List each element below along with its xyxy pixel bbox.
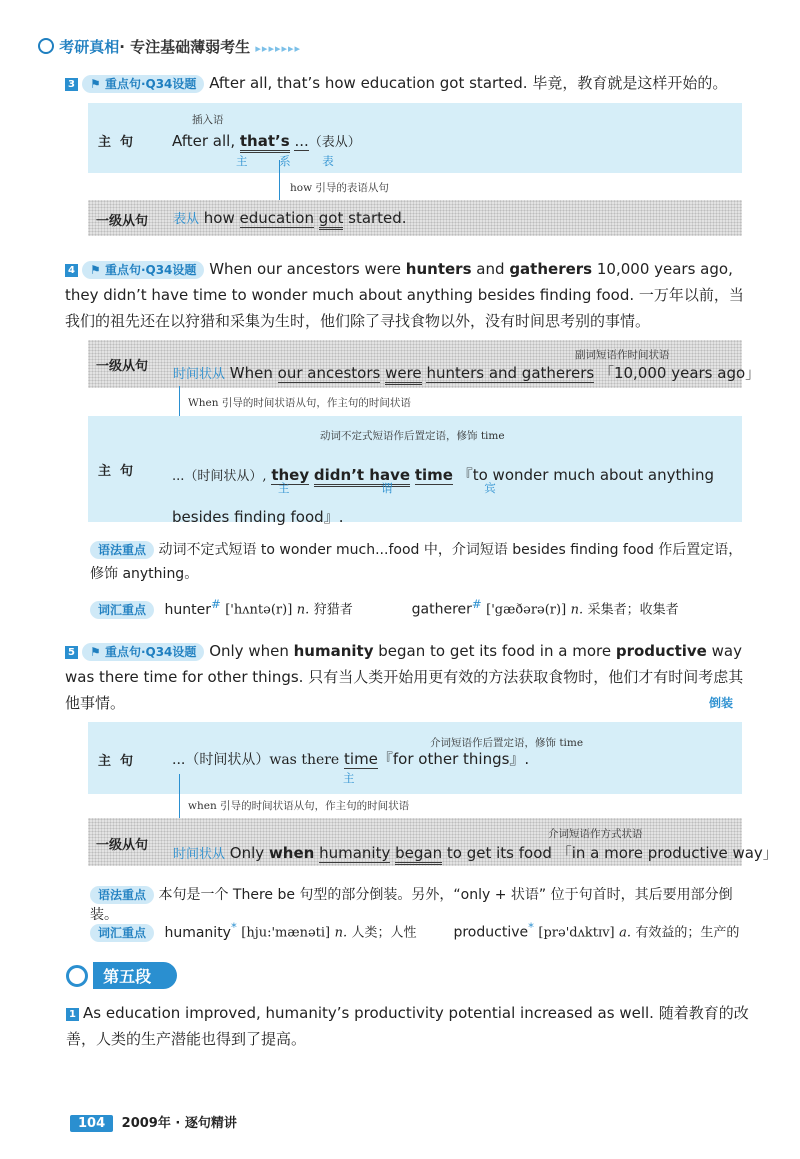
- sentence-translation: 只有当人类开始用更有效的方法获取食物时，他们才有时间考虑其他事情。: [65, 668, 744, 712]
- vocab-note: 词汇重点 humanity* [hju:'mænəti] n. 人类；人性 productive* [prə'dʌktɪv] a. 有效益的；生产的: [90, 920, 760, 942]
- key-sentence-tag: ⚑ 重点句·Q34设题: [82, 643, 204, 661]
- vocab-word: hunter: [164, 601, 211, 618]
- page-header: [38, 36, 301, 58]
- book-title: 2009年 · 逐句精讲: [121, 1116, 237, 1131]
- page-footer: [70, 1112, 237, 1132]
- sub-clause-text: 时间状从 Only when humanity began to get its food 「in a more productive way」: [173, 842, 778, 863]
- link-arrow: [279, 160, 280, 200]
- vocab-tag: 词汇重点: [90, 924, 154, 942]
- sentence-5: 5 ⚑ 重点句·Q34设题 Only when humanity began to get its food in a more productive way was there time for other things. 只有当人类开始用更有效的方法获取食物时，他们才有时间考虑其他事情。: [65, 642, 744, 712]
- link-arrow: [179, 774, 180, 818]
- flag-icon: ⚑: [90, 263, 105, 277]
- key-sentence-tag: ⚑ 重点句·Q34设题: [82, 261, 204, 279]
- grammar-text: 本句是一个 There be 句型的部分倒装。另外，“only + 状语” 位于句首时，其后要用部分倒装。: [90, 887, 733, 923]
- manner-note: 介词短语作方式状语: [548, 828, 643, 840]
- inversion-note: 倒装: [709, 696, 734, 710]
- sentence-text: After all, that’s how education got started.: [209, 74, 528, 92]
- flag-icon: ⚑: [90, 645, 105, 659]
- infinitive-note: 动词不定式短语作后置定语，修饰 time: [320, 430, 505, 442]
- parenthesis-note: 插入语: [192, 114, 224, 126]
- sentence-translation: 随着教育的改善，人类的生产潜能也得到了提高。: [66, 1004, 749, 1048]
- clause-roles: 主 谓 宾: [278, 481, 540, 495]
- sentence-number: 3: [65, 78, 78, 91]
- header-subtitle: · 专注基础薄弱考生: [119, 38, 251, 56]
- vocab-word: productive: [453, 924, 529, 941]
- sub-clause-text: 时间状从 When our ancestors were hunters and gatherers 「10,000 years ago」: [173, 362, 760, 383]
- grammar-text: 动词不定式短语 to wonder much...food 中，介词短语 besides finding food 作后置定语，修饰 anything。: [90, 542, 743, 582]
- grammar-note: [90, 884, 760, 924]
- subject-role: 主: [343, 771, 369, 785]
- header-arrows: ▸▸▸▸▸▸▸: [255, 42, 302, 55]
- when-clause-note: When 引导的时间状语从句，作主句的时间状语: [188, 397, 411, 409]
- main-clause-text: After all, that’s ...（表从）: [172, 131, 361, 150]
- sentence-4: 4 ⚑ 重点句·Q34设题 When our ancestors were hunters and gatherers 10,000 years ago, they didn’t have time to wonder much about anything besides finding food. 一万年以前，当我们的祖先还在以狩猎和采集为生时，他们除了寻找食物以外，没有时间思考别的事情。: [65, 260, 744, 330]
- clause-roles: 主 系 表: [236, 154, 348, 168]
- main-clause-label: 主 句: [98, 135, 134, 150]
- main-clause-label: 主 句: [98, 754, 134, 769]
- sentence-translation: 毕竟，教育就是这样开始的。: [532, 74, 728, 92]
- sentence-3: [65, 70, 765, 96]
- sentence-text: As education improved, humanity’s productivity potential increased as well.: [83, 1004, 654, 1022]
- vocab-word: humanity: [164, 924, 231, 941]
- key-sentence-tag: ⚑ 重点句·Q34设题: [82, 75, 204, 93]
- sentence-translation: 一万年以前，当我们的祖先还在以狩猎和采集为生时，他们除了寻找食物以外，没有时间思考别的事情。: [65, 286, 744, 330]
- sub-clause-label: 一级从句: [96, 214, 149, 229]
- sentence-number: 5: [65, 646, 78, 659]
- page-number: 104: [70, 1115, 113, 1132]
- sentence-number: 1: [66, 1008, 79, 1021]
- grammar-tag: 语法重点: [90, 886, 154, 904]
- sentence-number: 4: [65, 264, 78, 277]
- sub-clause-text: 表从 how education got started.: [173, 208, 407, 227]
- header-logo: 考研真相: [59, 38, 120, 56]
- how-clause-note: how 引导的表语从句: [290, 182, 389, 194]
- main-clause-text: ...（时间状从）, they didn’t have time 『to wonder much about anything besides finding food』.: [172, 466, 715, 526]
- magnifier-icon: [38, 38, 54, 54]
- vocab-note: 词汇重点 hunter# ['hʌntə(r)] n. 狩猎者 gatherer# ['gæðərə(r)] n. 采集者；收集者: [90, 597, 750, 619]
- main-clause-text: ...（时间状从）was there time『for other things』.: [172, 750, 530, 768]
- grammar-note: [90, 538, 750, 586]
- prep-note: 介词短语作后置定语，修饰 time: [430, 737, 584, 749]
- magnifier-icon: [66, 965, 88, 987]
- main-clause-label: 主 句: [98, 464, 134, 479]
- paragraph-title: 第五段: [93, 962, 177, 989]
- flag-icon: ⚑: [90, 77, 105, 91]
- adverb-note: 副词短语作时间状语: [575, 349, 670, 361]
- when-clause-note: when 引导的时间状语从句，作主句的时间状语: [188, 800, 410, 812]
- vocab-tag: 词汇重点: [90, 601, 154, 619]
- vocab-word: gatherer: [411, 601, 472, 618]
- sentence-1: [66, 1000, 756, 1052]
- paragraph-heading: [66, 962, 177, 990]
- sub-clause-label: 一级从句: [96, 359, 149, 374]
- sub-clause-label: 一级从句: [96, 838, 149, 853]
- grammar-tag: 语法重点: [90, 541, 154, 559]
